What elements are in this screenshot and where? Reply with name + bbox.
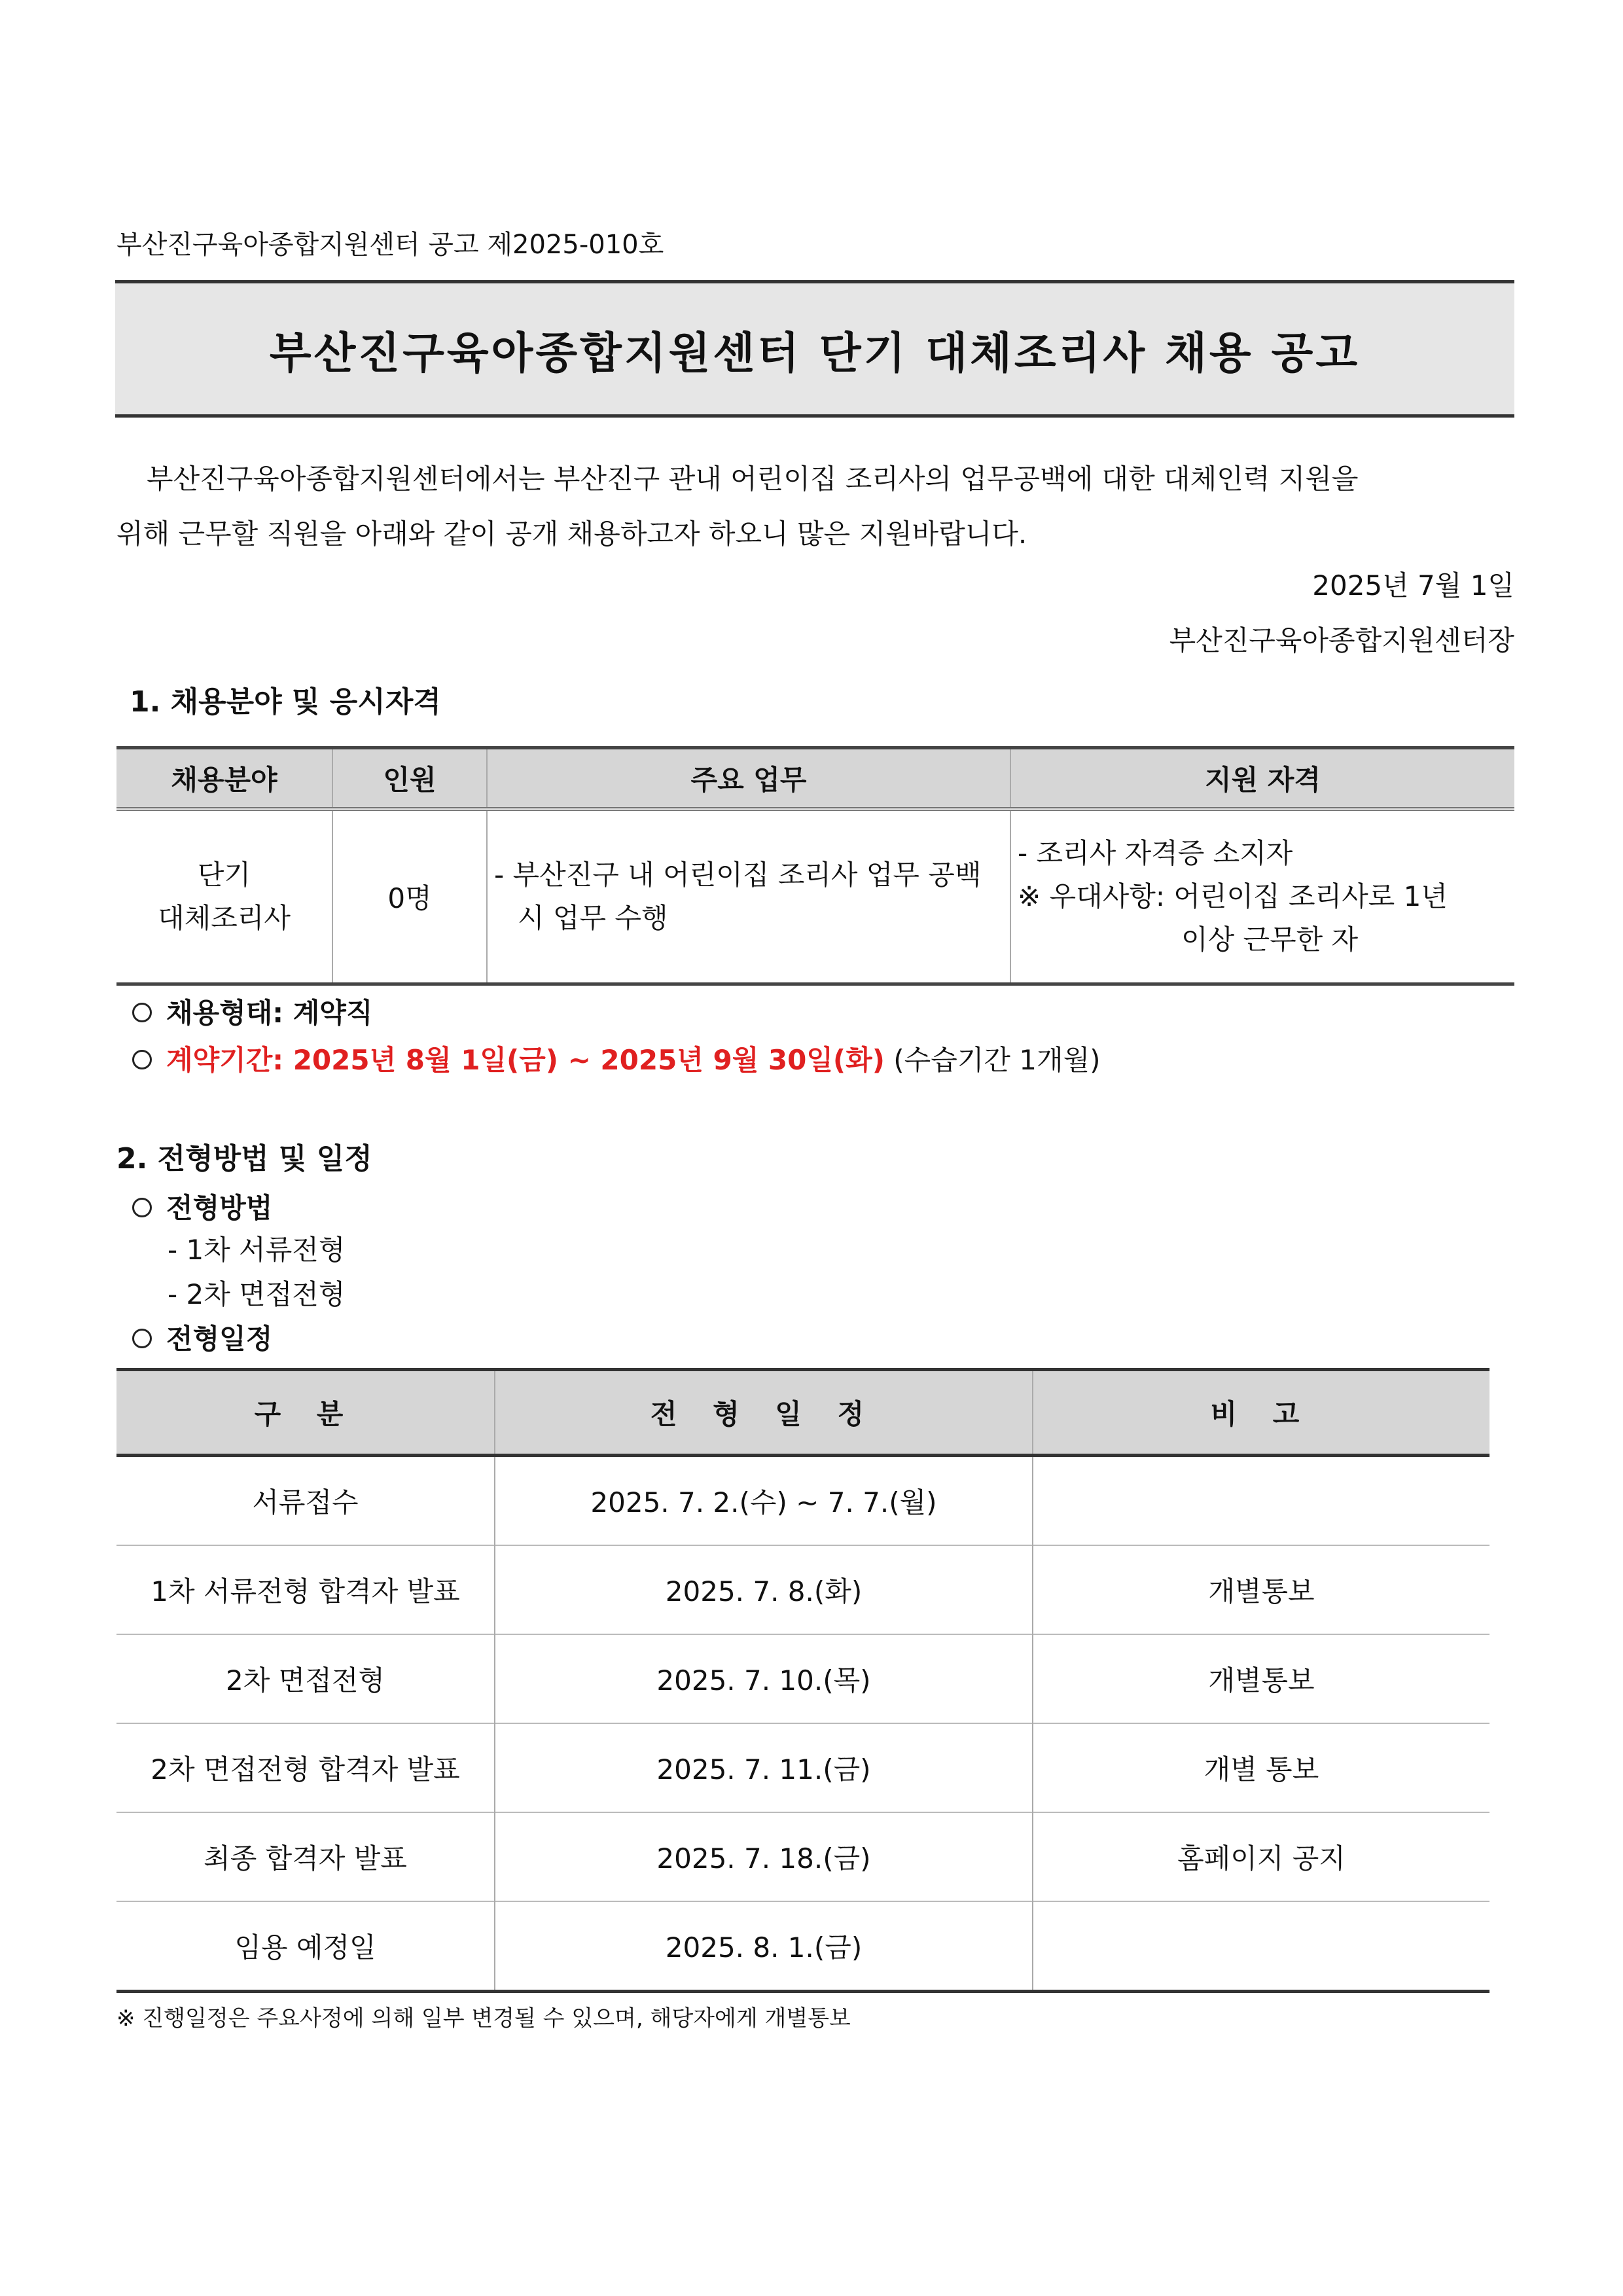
schedule-heading-item — [130, 1316, 272, 1363]
schedule-heading: 전형일정 — [166, 1323, 273, 1355]
table-row — [116, 1456, 1489, 1546]
header-category: 구 분 — [116, 1370, 495, 1456]
signer: 부산진구육아종합지원센터장 — [1169, 624, 1514, 656]
field-line-2: 대체조리사 — [158, 902, 291, 934]
row-note: 개별통보 — [1033, 1545, 1489, 1634]
probation-note: (수습기간 1개월) — [893, 1044, 1101, 1076]
table-row — [116, 1545, 1489, 1634]
table-row — [116, 1723, 1489, 1812]
cell-qualification — [1010, 809, 1514, 984]
table-row — [116, 1634, 1489, 1723]
section-1-title: 1. 채용분야 및 응시자격 — [130, 685, 441, 719]
row-date: 2025. 7. 8.(화) — [495, 1545, 1033, 1634]
contract-period-item — [130, 1037, 1101, 1084]
list-item: - 2차 면접전형 — [168, 1278, 346, 1310]
duty-line-2: 시 업무 수행 — [518, 902, 668, 934]
row-note: 개별 통보 — [1033, 1723, 1489, 1812]
cell-field — [116, 809, 332, 984]
circle-bullet-icon — [132, 1003, 152, 1022]
header-qualification: 지원 자격 — [1010, 748, 1514, 810]
footnote: ※ 진행일정은 주요사정에 의해 일부 변경될 수 있으며, 해당자에게 개별통보 — [116, 2005, 851, 2032]
row-note: 개별통보 — [1033, 1634, 1489, 1723]
circle-bullet-icon — [132, 1198, 152, 1217]
header-field: 채용분야 — [116, 748, 332, 810]
page-title: 부산진구육아종합지원센터 단기 대체조리사 채용 공고 — [269, 327, 1361, 378]
recruitment-table — [116, 746, 1514, 986]
cell-duty — [487, 809, 1010, 984]
row-date: 2025. 7. 18.(금) — [495, 1812, 1033, 1901]
field-line-1: 단기 — [197, 859, 251, 891]
row-category: 서류접수 — [116, 1456, 495, 1546]
qual-line-3: 이상 근무한 자 — [1181, 924, 1359, 956]
table-row — [116, 1812, 1489, 1901]
row-category: 2차 면접전형 합격자 발표 — [116, 1723, 495, 1812]
intro-paragraph — [116, 452, 1514, 562]
table-row — [116, 809, 1514, 984]
intro-line-1: 부산진구육아종합지원센터에서는 부산진구 관내 어린이집 조리사의 업무공백에 대한 대체인력 지원을 — [147, 463, 1359, 495]
header-count: 인원 — [332, 748, 487, 810]
row-note — [1033, 1901, 1489, 1992]
employment-type: 채용형태: 계약직 — [166, 997, 373, 1029]
intro-line-2: 위해 근무할 직원을 아래와 같이 공개 채용하고자 하오니 많은 지원바랍니다. — [116, 518, 1027, 550]
title-banner — [115, 280, 1514, 418]
circle-bullet-icon — [132, 1050, 152, 1069]
table-header-row — [116, 748, 1514, 810]
header-note: 비 고 — [1033, 1370, 1489, 1456]
table-row — [116, 1901, 1489, 1992]
header-duty: 주요 업무 — [487, 748, 1010, 810]
row-date: 2025. 7. 2.(수) ~ 7. 7.(월) — [495, 1456, 1033, 1546]
row-date: 2025. 7. 11.(금) — [495, 1723, 1033, 1812]
employment-type-item — [130, 990, 372, 1037]
row-category: 최종 합격자 발표 — [116, 1812, 495, 1901]
document-number: 부산진구육아종합지원센터 공고 제2025-010호 — [116, 230, 664, 260]
header-date: 전 형 일 정 — [495, 1370, 1033, 1456]
row-date: 2025. 7. 10.(목) — [495, 1634, 1033, 1723]
contract-period: 계약기간: 2025년 8월 1일(금) ~ 2025년 9월 30일(화) — [166, 1044, 885, 1076]
section-2-title: 2. 전형방법 및 일정 — [116, 1142, 372, 1175]
method-heading-item — [130, 1185, 272, 1232]
qual-line-2: ※ 우대사항: 어린이집 조리사로 1년 — [1018, 880, 1448, 912]
method-heading: 전형방법 — [166, 1192, 273, 1224]
row-category: 임용 예정일 — [116, 1901, 495, 1992]
row-category: 2차 면접전형 — [116, 1634, 495, 1723]
table-header-row — [116, 1370, 1489, 1456]
qual-line-1: - 조리사 자격증 소지자 — [1018, 837, 1293, 869]
method-list — [168, 1228, 345, 1317]
row-note: 홈페이지 공지 — [1033, 1812, 1489, 1901]
cell-count: 0명 — [332, 809, 487, 984]
announcement-date: 2025년 7월 1일 — [1312, 569, 1514, 601]
row-date: 2025. 8. 1.(금) — [495, 1901, 1033, 1992]
row-note — [1033, 1456, 1489, 1546]
circle-bullet-icon — [132, 1329, 152, 1348]
schedule-table — [116, 1368, 1489, 1993]
list-item: - 1차 서류전형 — [168, 1234, 346, 1266]
row-category: 1차 서류전형 합격자 발표 — [116, 1545, 495, 1634]
duty-line-1: - 부산진구 내 어린이집 조리사 업무 공백 — [494, 859, 982, 891]
